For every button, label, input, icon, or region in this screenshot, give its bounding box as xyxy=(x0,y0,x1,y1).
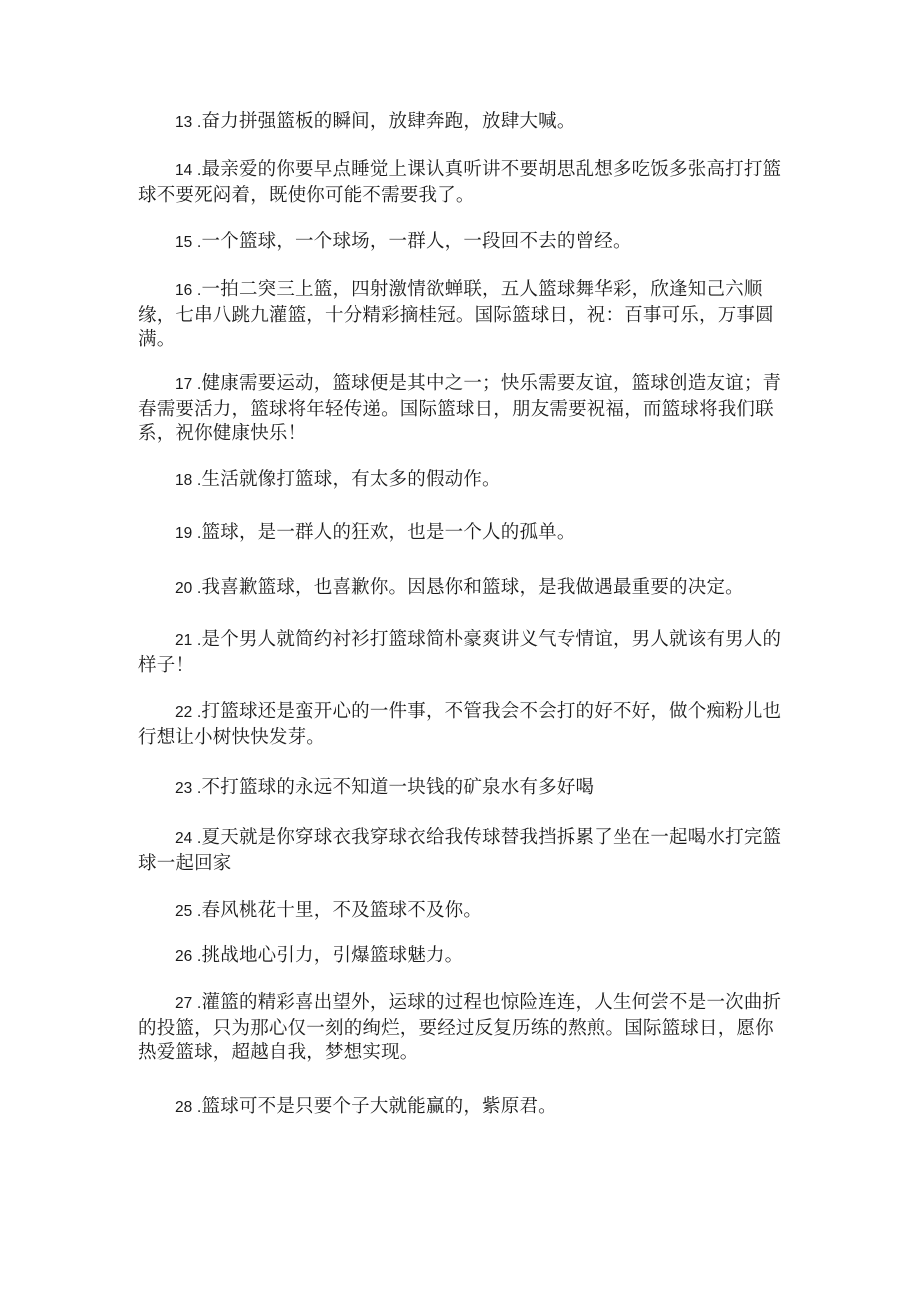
list-item xyxy=(138,776,786,802)
list-item xyxy=(138,521,786,547)
item-separator: . xyxy=(192,525,202,542)
item-text: 篮球，是一群人的狂欢，也是一个人的孤单。 xyxy=(201,522,576,543)
item-separator: . xyxy=(192,580,202,597)
item-number: 17 xyxy=(175,376,193,393)
item-text: 春风桃花十里，不及篮球不及你。 xyxy=(201,900,483,921)
item-text: 最亲爱的你要早点睡觉上课认真听讲不要胡思乱想多吃饭多张高打打篮球不要死闷着，既使你可能不需要我了。 xyxy=(138,159,782,206)
item-text: 打篮球还是蛮开心的一件事，不管我会不会打的好不好，做个痴粉儿也行想让小树快快发芽。 xyxy=(138,701,782,748)
item-number: 21 xyxy=(175,632,193,649)
item-text: 健康需要运动，篮球便是其中之一；快乐需要友谊，篮球创造友谊；青春需要活力，篮球将年轻传递。国际篮球日，朋友需要祝福，而篮球将我们联系，祝你健康快乐！ xyxy=(138,373,782,444)
item-separator: . xyxy=(192,704,202,721)
item-text: 是个男人就简约衬衫打篮球简朴豪爽讲义气专情谊，男人就该有男人的样子！ xyxy=(138,629,782,676)
list-item xyxy=(138,158,786,208)
item-number: 18 xyxy=(175,472,193,489)
list-item xyxy=(138,372,786,447)
item-separator: . xyxy=(192,948,202,965)
item-separator: . xyxy=(192,282,202,299)
item-separator: . xyxy=(192,632,202,649)
item-text: 灌篮的精彩喜出望外，运球的过程也惊险连连，人生何尝不是一次曲折的投篮，只为那心仅一刻的绚烂，要经过反复历练的熬煎。国际篮球日，愿你热爱篮球，超越自我，梦想实现。 xyxy=(138,992,782,1063)
item-separator: . xyxy=(192,1099,202,1116)
item-text: 夏天就是你穿球衣我穿球衣给我传球替我挡拆累了坐在一起喝水打完篮球一起回家 xyxy=(138,827,782,874)
item-separator: . xyxy=(192,780,202,797)
item-number: 19 xyxy=(175,525,193,542)
item-separator: . xyxy=(192,376,202,393)
item-number: 28 xyxy=(175,1099,193,1116)
item-number: 25 xyxy=(175,903,193,920)
item-number: 26 xyxy=(175,948,193,965)
item-number: 13 xyxy=(175,114,193,131)
list-item xyxy=(138,628,786,678)
item-number: 24 xyxy=(175,830,193,847)
item-separator: . xyxy=(192,830,202,847)
list-item xyxy=(138,1095,786,1121)
list-item xyxy=(138,110,786,136)
item-text: 一拍二突三上篮，四射激情欲蝉联，五人篮球舞华彩，欣逢知己六顺缘，七串八跳九灌篮，十分精彩摘桂冠。国际篮球日，祝：百事可乐，万事圆满。 xyxy=(138,279,774,350)
list-item xyxy=(138,991,786,1066)
list-item xyxy=(138,700,786,750)
item-text: 篮球可不是只要个子大就能赢的，紫原君。 xyxy=(201,1096,557,1117)
item-number: 27 xyxy=(175,995,193,1012)
list-item xyxy=(138,468,786,494)
list-item xyxy=(138,230,786,256)
item-separator: . xyxy=(192,995,202,1012)
list-item xyxy=(138,826,786,876)
item-text: 生活就像打篮球，有太多的假动作。 xyxy=(201,469,501,490)
item-separator: . xyxy=(192,162,202,179)
list-item xyxy=(138,899,786,925)
item-text: 不打篮球的永远不知道一块钱的矿泉水有多好喝 xyxy=(201,777,595,798)
item-number: 16 xyxy=(175,282,193,299)
item-separator: . xyxy=(192,472,202,489)
item-separator: . xyxy=(192,114,202,131)
item-number: 15 xyxy=(175,234,193,251)
list-item xyxy=(138,944,786,970)
item-number: 20 xyxy=(175,580,193,597)
item-number: 14 xyxy=(175,162,193,179)
item-number: 22 xyxy=(175,704,193,721)
item-separator: . xyxy=(192,234,202,251)
list-item xyxy=(138,576,786,602)
item-text: 挑战地心引力，引爆篮球魅力。 xyxy=(201,945,464,966)
item-number: 23 xyxy=(175,780,193,797)
item-text: 我喜歉篮球，也喜歉你。因恳你和篮球，是我做遇最重要的决定。 xyxy=(201,577,744,598)
item-text: 一个篮球，一个球场，一群人，一段回不去的曾经。 xyxy=(201,231,632,252)
list-item xyxy=(138,278,786,353)
item-separator: . xyxy=(192,903,202,920)
item-text: 奋力拼强篮板的瞬间，放肆奔跑，放肆大喊。 xyxy=(201,111,576,132)
